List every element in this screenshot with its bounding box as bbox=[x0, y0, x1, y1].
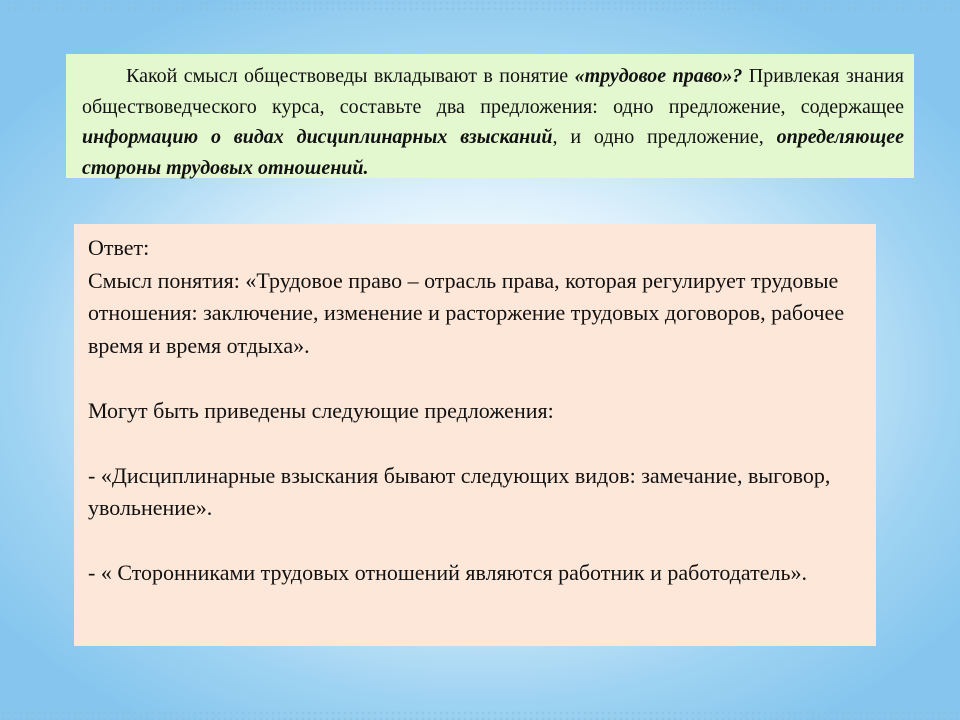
answer-meaning: Смысл понятия: «Трудовое право – отрасль права, которая регулирует трудовые отношения: заключение, изменение и расторжение трудовых договоров, рабочее время и время отдыха». bbox=[88, 267, 845, 358]
top-dot-border bbox=[0, 0, 960, 10]
spacer bbox=[88, 362, 860, 395]
question-text bbox=[82, 61, 904, 183]
question-text-part: Какой смысл обществоведы вкладывают в понятие bbox=[126, 65, 575, 87]
bottom-dot-border bbox=[0, 710, 960, 720]
question-emphasis-parties: определяющее стороны трудовых отношений. bbox=[82, 126, 904, 179]
question-text-part: Привлекая знания обществоведческого курса, составьте два предложения: одно предложение, содержащее bbox=[82, 65, 904, 118]
question-term: «трудовое право»? bbox=[574, 65, 743, 87]
answer-box bbox=[74, 224, 876, 646]
spacer bbox=[88, 427, 860, 460]
question-text-part: , и одно предложение, bbox=[552, 126, 777, 148]
answer-item-parties: - « Сторонниками трудовых отношений являются работник и работодатель». bbox=[88, 560, 808, 585]
answer-item-penalties: - «Дисциплинарные взыскания бывают следующих видов: замечание, выговор, увольнение». bbox=[88, 462, 831, 520]
answer-intro: Могут быть приведены следующие предложения: bbox=[88, 397, 554, 423]
question-box bbox=[66, 54, 914, 178]
question-emphasis-penalties: информацию о видах дисциплинарных взысканий bbox=[82, 126, 553, 148]
answer-heading: Ответ: bbox=[88, 235, 150, 260]
spacer bbox=[88, 525, 860, 558]
